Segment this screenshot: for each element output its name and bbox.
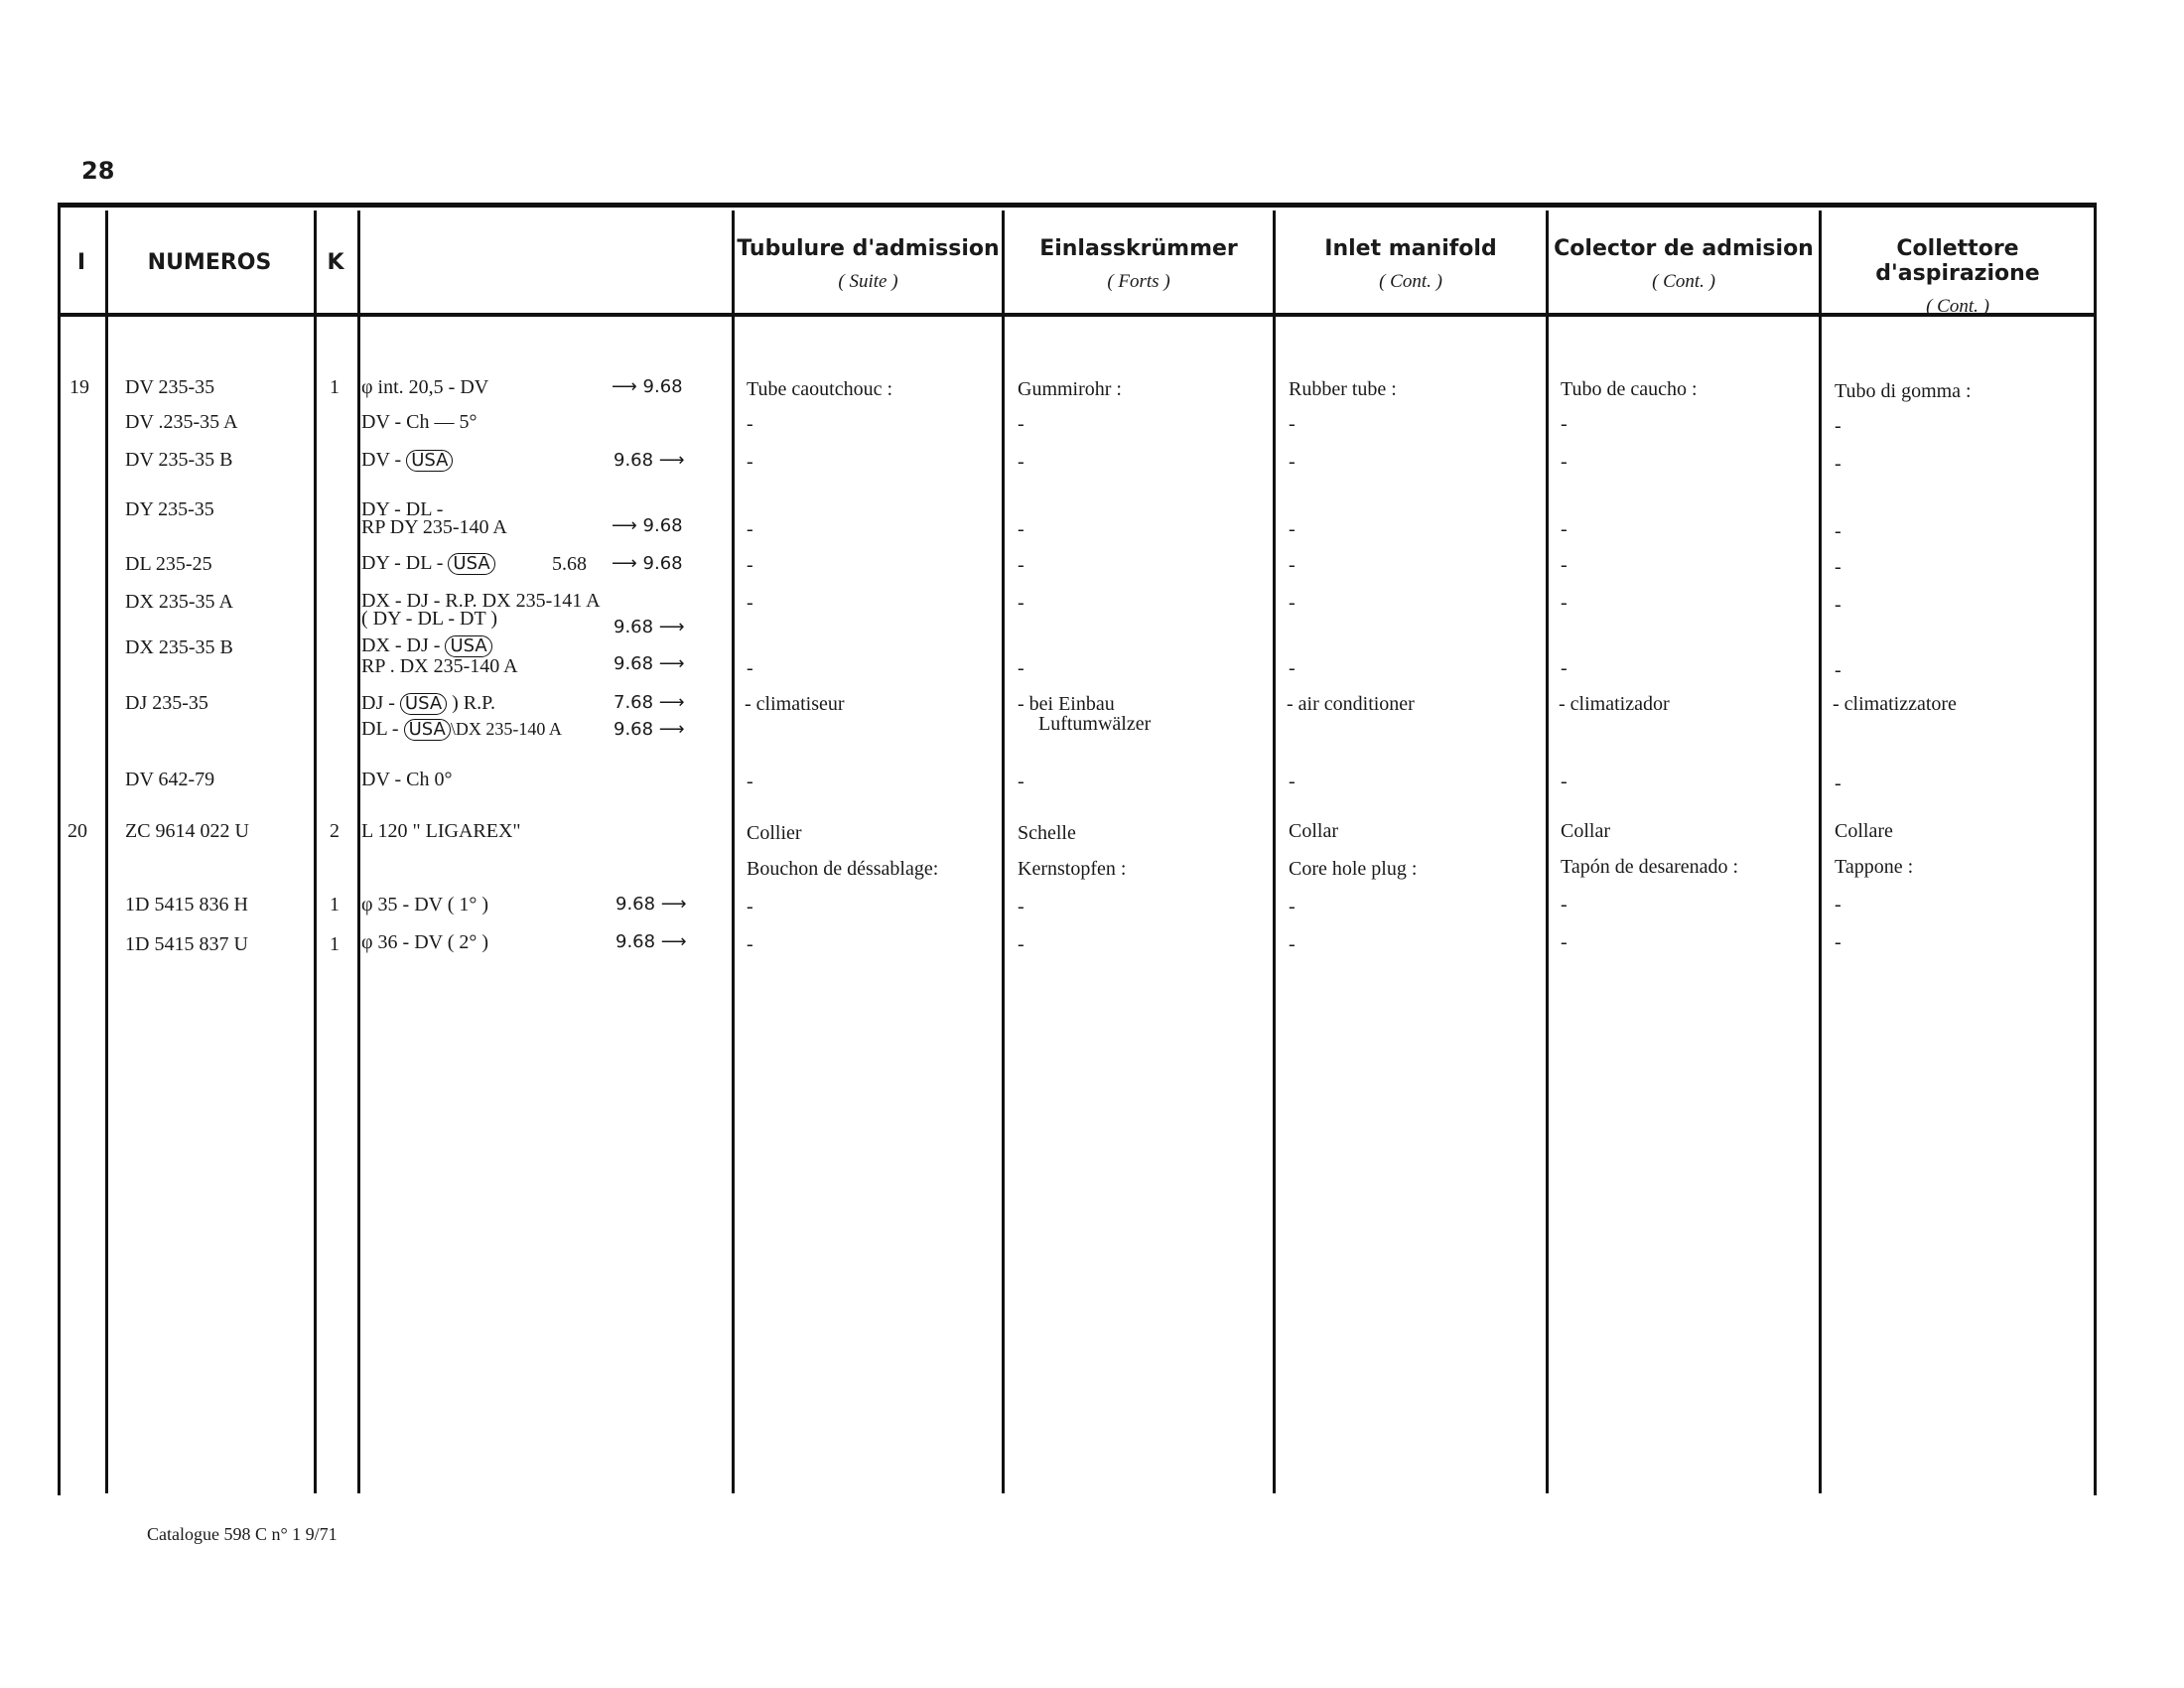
english-text: - — [1289, 592, 1296, 614]
description: DV - Ch 0° — [361, 769, 453, 790]
description-text: DL - — [361, 718, 399, 740]
part-number: DV 642-79 — [125, 769, 215, 790]
date-note: ⟶ 9.68 — [612, 553, 683, 574]
spanish-text: - — [1561, 451, 1568, 473]
header-italian-sub: ( Cont. ) — [1926, 296, 1989, 317]
column-rule — [1002, 211, 1005, 1493]
italian-text: - — [1835, 773, 1842, 794]
column-rule — [732, 211, 735, 1493]
part-number: ZC 9614 022 U — [125, 820, 249, 842]
usa-badge: USA — [406, 450, 453, 472]
description-line-1 — [361, 692, 495, 715]
header-numeros: NUMEROS — [147, 250, 272, 275]
italian-text: - — [1835, 556, 1842, 578]
english-text: - — [1289, 413, 1296, 435]
usa-badge: USA — [448, 553, 494, 575]
part-number: 1D 5415 836 H — [125, 894, 248, 915]
date-note: 9.68 ⟶ — [614, 719, 685, 740]
description-line-1: DY - DL - — [361, 498, 444, 520]
header-i: I — [76, 250, 86, 275]
part-number: 1D 5415 837 U — [125, 933, 248, 955]
part-number: DV 235-35 B — [125, 449, 233, 471]
column-rule — [357, 211, 360, 1493]
english-text: - — [1289, 771, 1296, 792]
german-text: - — [1018, 771, 1024, 792]
description-line-2 — [361, 718, 562, 741]
header-italian — [1822, 236, 2094, 318]
header-french-sub: ( Suite ) — [838, 271, 898, 292]
spanish-text: - — [1561, 592, 1568, 614]
quantity: 1 — [330, 894, 340, 915]
description — [361, 449, 453, 472]
german-text: - — [1018, 413, 1024, 435]
page-number: 28 — [81, 157, 115, 185]
description — [361, 552, 495, 575]
italian-text: - — [1835, 931, 1842, 953]
date-note: ⟶ 9.68 — [612, 515, 683, 536]
part-number: DY 235-35 — [125, 498, 214, 520]
date-note: 9.68 ⟶ — [614, 617, 685, 637]
date-note: 9.68 ⟶ — [614, 653, 685, 674]
part-number: DV .235-35 A — [125, 411, 238, 433]
description-line-2: ( DY - DL - DT ) — [361, 608, 498, 630]
part-number: DX 235-35 B — [125, 636, 233, 658]
description: L 120 " LIGAREX" — [361, 820, 521, 842]
description-line-2: RP . DX 235-140 A — [361, 655, 518, 677]
spanish-text: - — [1561, 657, 1568, 679]
french-text: Collier — [747, 822, 802, 844]
description-text: DJ - — [361, 692, 395, 714]
header-english — [1276, 236, 1546, 293]
french-text: - — [747, 413, 753, 435]
german-text-line-2: Luftumwälzer — [1038, 713, 1152, 735]
table-frame-top — [58, 203, 2097, 208]
item-index: 19 — [69, 376, 89, 398]
usa-badge: USA — [404, 719, 451, 741]
column-rule — [1546, 211, 1549, 1493]
column-rule — [1273, 211, 1276, 1493]
italian-text: - — [1835, 453, 1842, 475]
table-border-right — [2094, 203, 2097, 1495]
italian-text: - — [1835, 594, 1842, 616]
usa-badge: USA — [445, 635, 491, 657]
italian-text: Tubo di gomma : — [1835, 380, 1972, 402]
date-note: 7.68 ⟶ — [614, 692, 685, 713]
french-text: - — [747, 451, 753, 473]
spanish-text: Tubo de caucho : — [1561, 378, 1698, 400]
french-text: - climatiseur — [745, 693, 845, 715]
header-french — [735, 236, 1002, 293]
french-text: Tube caoutchouc : — [747, 378, 893, 400]
english-text: - air conditioner — [1287, 693, 1415, 715]
brace-note: ) R.P. — [452, 692, 496, 714]
german-text: Gummirohr : — [1018, 378, 1122, 400]
date-note: 9.68 ⟶ — [615, 931, 687, 952]
table-border-left — [58, 203, 61, 1495]
french-text: - — [747, 896, 753, 917]
english-text: Core hole plug : — [1289, 858, 1418, 880]
italian-text: - climatizzatore — [1833, 693, 1957, 715]
part-number: DV 235-35 — [125, 376, 215, 398]
english-text: - — [1289, 554, 1296, 576]
french-text: - — [747, 657, 753, 679]
description-line-1 — [361, 635, 492, 657]
english-text: - — [1289, 451, 1296, 473]
date-note: 9.68 ⟶ — [614, 450, 685, 471]
german-text: Schelle — [1018, 822, 1076, 844]
english-text: - — [1289, 518, 1296, 540]
header-spanish-title: Colector de admision — [1554, 236, 1814, 261]
italian-text: Tappone : — [1835, 856, 1914, 878]
header-english-sub: ( Cont. ) — [1379, 271, 1442, 292]
spanish-text: - — [1561, 518, 1568, 540]
description: φ 35 - DV ( 1° ) — [361, 894, 489, 915]
header-spanish-sub: ( Cont. ) — [1652, 271, 1715, 292]
german-text: - — [1018, 518, 1024, 540]
description-text: DX - DJ - — [361, 634, 441, 656]
english-text: Rubber tube : — [1289, 378, 1397, 400]
french-text: - — [747, 771, 753, 792]
column-rule — [105, 211, 108, 1493]
description-text: DV - — [361, 449, 402, 471]
italian-text: - — [1835, 894, 1842, 915]
table-header-divider — [58, 313, 2097, 317]
date-note: ⟶ 9.68 — [612, 376, 683, 397]
german-text: - — [1018, 451, 1024, 473]
header-italian-title: Collettore d'aspirazione — [1875, 236, 2040, 286]
german-text: - — [1018, 554, 1024, 576]
german-text-line-1: - bei Einbau — [1018, 693, 1115, 715]
german-text: - — [1018, 592, 1024, 614]
brace-note: \DX 235-140 A — [450, 719, 562, 739]
spanish-text: - climatizador — [1559, 693, 1670, 715]
description: DV - Ch — 5° — [361, 411, 478, 433]
header-k: K — [327, 250, 344, 275]
usa-badge: USA — [400, 693, 447, 715]
date-from: 5.68 — [552, 553, 587, 575]
spanish-text: - — [1561, 931, 1568, 953]
english-text: - — [1289, 933, 1296, 955]
quantity: 2 — [330, 820, 340, 842]
german-text: Kernstopfen : — [1018, 858, 1127, 880]
english-text: - — [1289, 657, 1296, 679]
spanish-text: Tapón de desarenado : — [1561, 856, 1739, 878]
italian-text: - — [1835, 659, 1842, 681]
french-text: Bouchon de déssablage: — [747, 858, 939, 880]
german-text: - — [1018, 933, 1024, 955]
header-german-title: Einlasskrümmer — [1039, 236, 1238, 261]
english-text: - — [1289, 896, 1296, 917]
header-german — [1005, 236, 1273, 293]
french-text: - — [747, 554, 753, 576]
spanish-text: Collar — [1561, 820, 1610, 842]
column-rule — [1819, 211, 1822, 1493]
english-text: Collar — [1289, 820, 1338, 842]
description: φ 36 - DV ( 2° ) — [361, 931, 489, 953]
part-number: DL 235-25 — [125, 553, 212, 575]
catalogue-footer: Catalogue 598 C n° 1 9/71 — [147, 1524, 338, 1544]
header-spanish — [1549, 236, 1819, 293]
header-english-title: Inlet manifold — [1324, 236, 1497, 261]
part-number: DX 235-35 A — [125, 591, 233, 613]
french-text: - — [747, 592, 753, 614]
description-text: DY - DL - — [361, 552, 444, 574]
spanish-text: - — [1561, 771, 1568, 792]
spanish-text: - — [1561, 554, 1568, 576]
italian-text: - — [1835, 415, 1842, 437]
french-text: - — [747, 933, 753, 955]
description-line-1: DX - DJ - R.P. DX 235-141 A — [361, 590, 601, 612]
spanish-text: - — [1561, 894, 1568, 915]
quantity: 1 — [330, 933, 340, 955]
header-german-sub: ( Forts ) — [1107, 271, 1170, 292]
column-rule — [314, 211, 317, 1493]
part-number: DJ 235-35 — [125, 692, 208, 714]
item-index: 20 — [68, 820, 87, 842]
spanish-text: - — [1561, 413, 1568, 435]
german-text: - — [1018, 657, 1024, 679]
description-line-2: RP DY 235-140 A — [361, 516, 507, 538]
german-text: - — [1018, 896, 1024, 917]
italian-text: Collare — [1835, 820, 1893, 842]
description: φ int. 20,5 - DV — [361, 376, 489, 398]
italian-text: - — [1835, 520, 1842, 542]
date-note: 9.68 ⟶ — [615, 894, 687, 914]
french-text: - — [747, 518, 753, 540]
header-french-title: Tubulure d'admission — [737, 236, 1000, 261]
quantity: 1 — [330, 376, 340, 398]
